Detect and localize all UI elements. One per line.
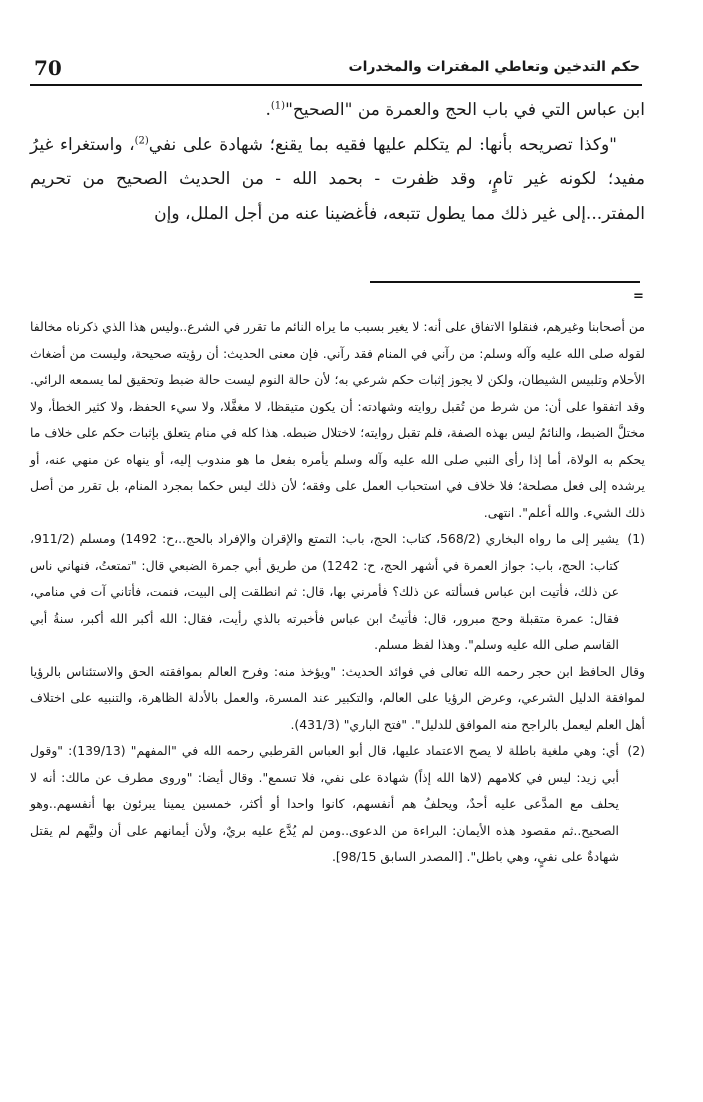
footnote-continuation-marker: = xyxy=(633,289,644,304)
header-rule xyxy=(30,84,642,86)
footnote-ref-1: (1) xyxy=(270,100,286,112)
footnote-2-text: أي: وهي ملغية باطلة لا يصح الاعتماد عليها، قال أبو العباس القرطبي رحمه الله في "المفهم" (139/13): "وقول أبي زيد: ليس في كلامهم (لاها الله إذاً) شهادة على نفي، فلا تسمع". وقال أيضا: "وروى مطرف عن مالك: أنه لا يحلف مع المدَّعى عليه أحدٌ، ويحلفُ هم أنفسهم، كانوا واحدا أو أكثر، خمسين يمينا يبرئون بها أنفسهم..وهو الصحيح..ثم مقصود هذه الأيمان: البراءة من الدعوى..ومن لم يُدَّع عليه بريٌ، ولأن أيمانهم على أن وليَّهم لم يقتل شهادةٌ على نفيٍ، وهي باطل". [المصدر السابق 98/15]. xyxy=(30,743,620,864)
footnote-ref-2: (2) xyxy=(134,134,149,146)
main-paragraph-2 xyxy=(30,128,645,232)
footnote-1-marker: (1) xyxy=(627,531,645,546)
footnotes xyxy=(30,314,645,871)
footnote-continuation: من أصحابنا وغيرهم، فنقلوا الاتفاق على أنه: لا يغير بسبب ما يراه النائم ما تقرر في الشرع..وليس هذا الذي ذكرناه مخالفا لقوله صلى الله عليه وآله وسلم: من رآني في المنام فقد رآني. فإن معنى الحديث: أن رؤيته صحيحة، وليست من أضغاث الأحلام وتلبيس الشيطان، ولكن لا يجوز إثبات حكم شرعي به؛ لأن حالة النوم ليست حالة ضبط وتحقيق لما يسمعه الرائي. وقد اتفقوا على أن: من شرط من تُقبل روايته وشهادته: أن يكون متيقظا، لا مغفَّلا، ولا سيء الحفظ، ولا كثير الخطأ، ولا مختلَّ الضبط، والنائمُ ليس بهذه الصفة، فلم تقبل روايته؛ لاختلال ضبطه. هذا كله في منام يتعلق بإثبات حكم على خلاف ما يحكم به الولاة، أما إذا رأى النبي صلى الله عليه وآله وسلم يأمره بفعل ما هو مندوب إليه، أو ينهاه عن منهي عنه، أو يرشده إلى فعل مصلحة؛ فلا خلاف في استحباب العمل على وفقه؛ لأن ذلك ليس حكما بمجرد المنام، بل تقرر من أصل ذلك الشيء. والله أعلم". انتهى. xyxy=(30,319,645,520)
page-number: 70 xyxy=(34,56,62,80)
main-text xyxy=(30,93,645,231)
running-title: حكم التدخين وتعاطي المفترات والمخدرات xyxy=(348,59,640,75)
main-paragraph-2-part-2: ، واستغراء غيرُ مفيد؛ لكونه غير تامٍ، وقد ظفرت - بحمد الله - من الحديث الصحيح من تحريم المفتر...إلى غير ذلك مما يطول تتبعه، فأغضينا عنه من أجل الملل، وإن xyxy=(30,134,645,224)
footnote-separator xyxy=(370,281,640,283)
footnote-1-paragraph-2: وقال الحافظ ابن حجر رحمه الله تعالى في فوائد الحديث: "ويؤخذ منه: وفرح العالم بموافقته الحق والاستئناس بالرؤيا لموافقة الدليل الشرعي، وعرض الرؤيا على العالم، والتكبير عند المسرة، والعمل بالأدلة الظاهرة، والتنبيه على اختلاف أهل العلم ليعمل بالراجح منه الموافق للدليل". "فتح الباري" (431/3). xyxy=(30,663,645,732)
footnote-2 xyxy=(30,738,645,871)
footnote-2-marker: (2) xyxy=(627,743,645,758)
footnote-1 xyxy=(30,526,645,659)
page-header xyxy=(30,54,642,84)
main-paragraph-2-part-1: "وكذا تصريحه بأنها: لم يتكلم عليها فقيه بما يقنع؛ شهادة على نفي xyxy=(148,134,617,155)
footnote-1-text: يشير إلى ما رواه البخاري (568/2، كتاب: الحج، باب: التمتع والإقران والإفراد بالحج..،ح: 1492) ومسلم (911/2، كتاب: الحج، باب: جواز العمرة في أشهر الحج، ح: 1242) من طريق أبي جمرة الضبعي قال: "تمتعتُ، فنهاني ناس عن ذلك، فأتيت ابن عباس فسألته عن ذلك؟ فأمرني بها، قال: ثم انطلقت إلى البيت، فنمت، فأتاني آت في منامي، فقال: عمرة متقبلة وحج مبرور، قال: فأتيتُ ابن عباس فأخبرته بالذي رأيت، فقال: الله أكبر الله أكبر، سنةُ أبي القاسم صلى الله عليه وسلم". وهذا لفظ مسلم. xyxy=(30,531,619,652)
main-line-1: ابن عباس التي في باب الحج والعمرة من "الصحيح"$^{(1)}$. xyxy=(265,100,645,120)
main-line-1-text: ابن عباس التي في باب الحج والعمرة من "الصحيح" xyxy=(285,100,645,120)
